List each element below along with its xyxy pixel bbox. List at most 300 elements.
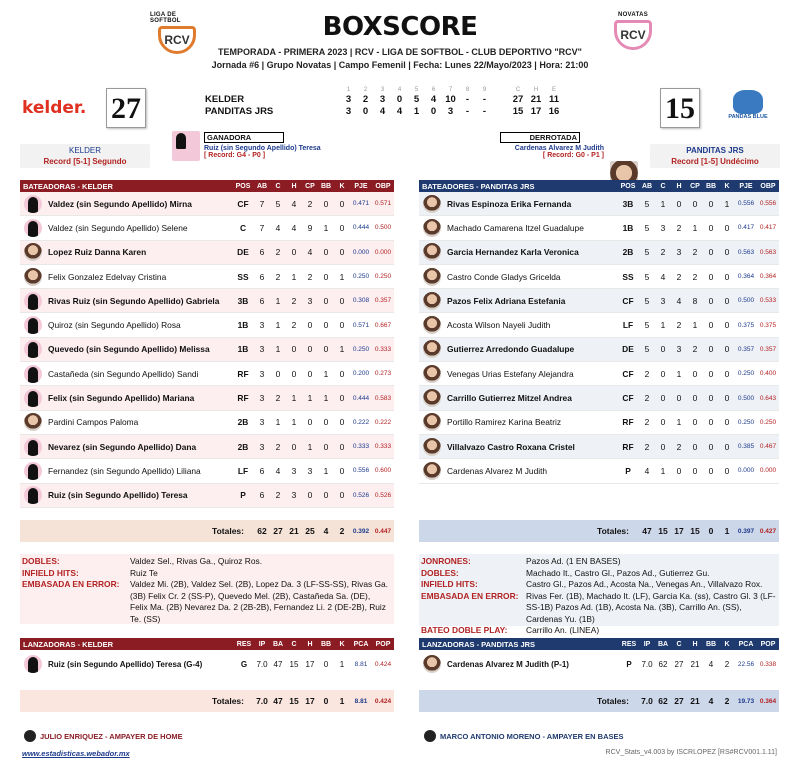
stat-cell: 7 (259, 222, 265, 233)
note-label: INFIELD HITS: (421, 579, 478, 589)
stat-cell: 0.571 (374, 200, 392, 208)
table-row (20, 338, 394, 362)
stat-cell: 0.417 (759, 224, 777, 232)
stat-cell: 0 (708, 441, 714, 452)
stat-cell: 2 (291, 295, 297, 306)
linescore-row-away: KELDER 3 2 3 0 5 4 10 - - 27 21 11 (205, 93, 560, 105)
player-name: Quevedo (sin Segundo Apellido) Melissa (48, 344, 210, 355)
stat-cell: 9 (307, 222, 313, 233)
stat-cell: P (240, 490, 246, 501)
base-umpire: MARCO ANTONIO MORENO - AMPAYER EN BASES (424, 730, 624, 742)
player-name: Machado Camarena Itzel Guadalupe (447, 222, 584, 233)
stat-cell: 0 (676, 198, 682, 209)
player-name: Castro Conde Gladys Gricelda (447, 271, 561, 282)
stat-cell: 0 (660, 417, 666, 428)
stat-cell: 3 (660, 222, 666, 233)
table-row (20, 459, 394, 483)
away-pitching-totals: Totales: 7.0 47 15 17 0 1 8.81 0.424 (20, 690, 394, 712)
stat-cell: 0.000 (737, 467, 755, 475)
away-team-box: KELDER Record [5-1] Segundo (20, 144, 150, 168)
linescore-row-home: PANDITAS JRS 3 0 4 4 1 0 3 - - 15 17 16 (205, 105, 560, 117)
stat-cell: 0 (724, 441, 730, 452)
player-name: Carrillo Gutierrez Mitzel Andrea (447, 393, 572, 404)
stat-cell: 0 (339, 368, 345, 379)
stat-cell: 3 (259, 344, 265, 355)
note-value: Valdez Mi. (2B), Valdez Sel. (2B), Lopez Da. 3 (LF-SS-SS), Rivas Ga. (3B) Felix Cr. 2 (SS-P), Quevedo Mel. (2B), Castañeda Sa. (DE), Felix Ma. (2B) Nevarez Da. 2 (2B-2B), Fernandez Li. 2 (DE-2B), Ruiz Te. (SS) (130, 579, 389, 624)
note-value: Machado It., Castro Gl., Pazos Ad., Gutierrez Gu. (526, 567, 710, 578)
stat-cell: 0.417 (737, 224, 755, 232)
stat-cell: 0.385 (737, 443, 755, 451)
stat-cell: 0 (692, 417, 698, 428)
table-row (20, 411, 394, 435)
stat-cell: 0 (339, 465, 345, 476)
stat-cell: 0.200 (352, 370, 370, 378)
stat-cell: 1 (676, 368, 682, 379)
player-name: Felix Gonzalez Edelvay Cristina (48, 271, 167, 282)
stat-cell: 2 (676, 222, 682, 233)
player-name: Villalvazo Castro Roxana Cristel (447, 441, 575, 452)
stat-cell: 3 (676, 344, 682, 355)
table-row (419, 411, 779, 435)
stat-cell: 3 (291, 465, 297, 476)
stat-cell: 0 (339, 490, 345, 501)
stat-cell: P (625, 465, 631, 476)
stat-cell: 0 (708, 271, 714, 282)
stat-cell: 1 (660, 465, 666, 476)
note-label: BATEO DOBLE PLAY: (421, 625, 508, 635)
stat-cell: 1 (323, 393, 329, 404)
stat-cell: 0 (708, 222, 714, 233)
stat-cell: 4 (644, 465, 650, 476)
stat-cell: C (239, 222, 247, 233)
note-line (421, 568, 777, 580)
stat-cell: 0 (339, 295, 345, 306)
stat-cell: 0 (323, 271, 329, 282)
home-pitching-totals: Totales: 7.0 62 27 21 4 2 19.73 0.364 (419, 690, 779, 712)
table-row (419, 338, 779, 362)
stat-cell: 2 (275, 247, 281, 258)
avatar (24, 655, 42, 673)
stat-cell: 0 (323, 295, 329, 306)
player-name: Rivas Ruiz (sin Segundo Apellido) Gabriela (48, 295, 220, 306)
avatar (423, 389, 441, 407)
stat-cell: 2 (676, 271, 682, 282)
avatar (24, 268, 42, 286)
linescore: 1 2 3 4 5 6 7 8 9 C H E KELDER 3 2 3 0 5 4 10 - - 27 21 11 PANDITAS JRS 3 0 4 4 1 0 3 - - 15 17 16 (204, 86, 563, 117)
avatar (24, 389, 42, 407)
stat-cell: 0 (724, 417, 730, 428)
away-batting-header: BATEADORAS - KELDER POS AB C H CP BB K PJE OBP (20, 180, 394, 192)
table-row (419, 241, 779, 265)
version-text: RCV_Stats_v4.003 by ISCRLOPEZ [RS#RCV001.1.11] (605, 749, 777, 756)
stat-cell: 0 (692, 441, 698, 452)
avatar (423, 219, 441, 237)
stat-cell: 0.250 (737, 418, 755, 426)
page-title: BOXSCORE (322, 12, 478, 42)
avatar (423, 413, 441, 431)
stat-cell: 5 (644, 295, 650, 306)
stat-cell: 0.667 (374, 321, 392, 329)
stat-cell: 5 (644, 247, 650, 258)
stat-cell: 0 (708, 417, 714, 428)
stat-cell: 0.308 (352, 297, 370, 305)
stat-cell: 0.444 (352, 394, 370, 402)
away-pitching-table: LANZADORAS - KELDER RES IP BA C H BB K PCA POP Ruiz (sin Segundo Apellido) Teresa (G-4) G 7.0 47 15 17 0 1 8.81 0.424 (20, 638, 394, 678)
player-name: Ruiz (sin Segundo Apellido) Teresa (48, 490, 188, 501)
avatar (423, 438, 441, 456)
stat-cell: 0 (692, 393, 698, 404)
stat-cell: 1 (660, 320, 666, 331)
table-row (20, 484, 394, 508)
stat-cell: 1 (275, 320, 281, 331)
stat-cell: 0 (323, 198, 329, 209)
avatar (24, 486, 42, 504)
website-link[interactable]: www.estadisticas.webador.mx (22, 749, 130, 758)
player-name: Pardini Campos Paloma (48, 417, 139, 428)
stat-cell: 0 (724, 320, 730, 331)
avatar (24, 365, 42, 383)
avatar (24, 195, 42, 213)
stat-cell: 2 (676, 441, 682, 452)
player-name: Nevarez (sin Segundo Apellido) Dana (48, 441, 197, 452)
stat-cell: 1 (307, 441, 313, 452)
avatar (24, 438, 42, 456)
stat-cell: 5 (644, 271, 650, 282)
stat-cell: 2 (692, 344, 698, 355)
stat-cell: 6 (259, 295, 265, 306)
stat-cell: 0 (307, 417, 313, 428)
away-pitcher-row: Ruiz (sin Segundo Apellido) Teresa (G-4) G 7.0 47 15 17 0 1 8.81 0.424 (20, 650, 394, 678)
stat-cell: 1 (291, 393, 297, 404)
stat-cell: 0.250 (374, 273, 392, 281)
table-row (419, 216, 779, 240)
stat-cell: 0 (708, 465, 714, 476)
stat-cell: 0.333 (352, 443, 370, 451)
player-name: Valdez (sin Segundo Apellido) Mirna (48, 198, 192, 209)
away-team-logo: kelder. (22, 98, 87, 118)
stat-cell: 2 (644, 393, 650, 404)
stat-cell: 6 (259, 271, 265, 282)
league-logo-right: NOVATAS RCV (606, 12, 660, 54)
away-batting-table (20, 180, 394, 508)
stat-cell: 0.000 (352, 248, 370, 256)
stat-cell: 0 (724, 465, 730, 476)
player-name: Valdez (sin Segundo Apellido) Selene (48, 222, 188, 233)
stat-cell: 0.526 (352, 491, 370, 499)
stat-cell: 0.250 (759, 418, 777, 426)
stat-cell: 0 (339, 247, 345, 258)
stat-cell: 5 (275, 198, 281, 209)
away-runs: 27 (106, 88, 146, 128)
stat-cell: 0 (307, 344, 313, 355)
stat-cell: 2 (307, 198, 313, 209)
season-info: TEMPORADA - PRIMERA 2023 | RCV - LIGA DE SOFTBOL - CLUB DEPORTIVO "RCV" (218, 47, 582, 57)
stat-cell: 0.563 (737, 248, 755, 256)
note-value: Pazos Ad. (1 EN BASES) (526, 556, 621, 566)
note-label: JONRONES: (421, 556, 471, 566)
note-label: DOBLES: (22, 556, 60, 566)
stat-cell: 3B (237, 295, 249, 306)
home-pitcher-row: Cardenas Alvarez M Judith (P-1) P 7.0 62 27 21 4 2 22.56 0.338 (419, 650, 779, 678)
stat-cell: 3 (259, 320, 265, 331)
stat-cell: 0 (339, 198, 345, 209)
stat-cell: RF (622, 441, 634, 452)
stat-cell: 1 (339, 344, 345, 355)
stat-cell: 2 (644, 417, 650, 428)
stat-cell: CF (622, 393, 634, 404)
stat-cell: 0 (339, 320, 345, 331)
stat-cell: 3 (307, 295, 313, 306)
stat-cell: 1 (275, 417, 281, 428)
stat-cell: 1 (275, 295, 281, 306)
player-name: Castañeda (sin Segundo Apellido) Sandi (48, 368, 199, 379)
stat-cell: 0 (323, 320, 329, 331)
note-value: Ruiz Te (130, 567, 158, 578)
avatar (423, 655, 441, 673)
note-line (22, 579, 392, 625)
stat-cell: 1 (724, 198, 730, 209)
stat-cell: 0 (724, 295, 730, 306)
stat-cell: 0 (660, 368, 666, 379)
stat-cell: 0 (307, 490, 313, 501)
stat-cell: 5 (644, 222, 650, 233)
stat-cell: CF (622, 295, 634, 306)
avatar (24, 316, 42, 334)
home-team-logo: PANDAS BLUE (720, 90, 776, 120)
stat-cell: 0.364 (737, 273, 755, 281)
stat-cell: 0 (724, 368, 730, 379)
player-name: Gutierrez Arredondo Guadalupe (447, 344, 575, 355)
stat-cell: 0.556 (737, 200, 755, 208)
stat-cell: 4 (291, 198, 297, 209)
stat-cell: 0 (708, 295, 714, 306)
table-row (419, 192, 779, 216)
away-notes (20, 554, 394, 624)
note-line (22, 556, 392, 568)
stat-cell: 0.000 (759, 467, 777, 475)
player-name: Portillo Ramirez Karina Beatriz (447, 417, 562, 428)
stat-cell: 0.273 (374, 370, 392, 378)
stat-cell: 3 (259, 368, 265, 379)
stat-cell: DE (622, 344, 634, 355)
stat-cell: 8 (692, 295, 698, 306)
game-info: Jornada #6 | Grupo Novatas | Campo Femenil | Fecha: Lunes 22/Mayo/2023 | Hora: 21:00 (211, 60, 589, 70)
stat-cell: 2 (660, 247, 666, 258)
stat-cell: 4 (660, 271, 666, 282)
stat-cell: 1B (237, 344, 249, 355)
table-row (20, 241, 394, 265)
note-line (421, 556, 777, 568)
stat-cell: 2 (692, 271, 698, 282)
stat-cell: LF (622, 320, 634, 331)
stat-cell: 2 (275, 441, 281, 452)
player-name: Venegas Urias Estefany Alejandra (447, 368, 574, 379)
stat-cell: LF (237, 465, 249, 476)
table-row (419, 313, 779, 337)
away-batting-totals: Totales: 62 27 21 25 4 2 0.392 0.447 (20, 520, 394, 542)
stat-cell: 0 (676, 465, 682, 476)
stat-cell: 4 (676, 295, 682, 306)
stat-cell: 0 (692, 465, 698, 476)
stat-cell: 1 (339, 271, 345, 282)
stat-cell: 0 (291, 344, 297, 355)
table-row (20, 313, 394, 337)
stat-cell: 0.467 (759, 443, 777, 451)
note-label: EMBASADA EN ERROR: (421, 590, 519, 601)
table-row (20, 435, 394, 459)
avatar (423, 462, 441, 480)
stat-cell: 0 (291, 441, 297, 452)
stat-cell: SS (622, 271, 634, 282)
panda-icon (733, 90, 763, 114)
stat-cell: 1 (323, 368, 329, 379)
stat-cell: 1 (307, 393, 313, 404)
stat-cell: 0 (692, 368, 698, 379)
avatar (24, 292, 42, 310)
stat-cell: 1 (692, 222, 698, 233)
stat-cell: 6 (259, 465, 265, 476)
stat-cell: 0.600 (374, 467, 392, 475)
home-batting-totals: Totales: 47 15 17 15 0 1 0.397 0.427 (419, 520, 779, 542)
note-value: Castro Gl., Pazos Ad., Acosta Na., Venegas An., Villalvazo Rox. (526, 579, 763, 589)
stat-cell: 2 (275, 393, 281, 404)
stat-cell: 2 (692, 247, 698, 258)
stat-cell: 0.250 (352, 273, 370, 281)
avatar (24, 219, 42, 237)
note-line (421, 625, 777, 637)
player-name: Cardenas Alvarez M Judith (447, 465, 548, 476)
stat-cell: 0.357 (737, 345, 755, 353)
stat-cell: 0 (724, 393, 730, 404)
table-row (419, 386, 779, 410)
player-name: Pazos Felix Adriana Estefania (447, 295, 566, 306)
stat-cell: 0 (708, 393, 714, 404)
avatar (423, 365, 441, 383)
stat-cell: CF (622, 368, 634, 379)
avatar (423, 195, 441, 213)
stat-cell: 0.556 (352, 467, 370, 475)
umpire-icon (24, 730, 36, 742)
stat-cell: CF (237, 198, 249, 209)
stat-cell: 3 (259, 441, 265, 452)
stat-cell: 3 (660, 295, 666, 306)
stat-cell: 0 (692, 198, 698, 209)
stat-cell: 6 (259, 490, 265, 501)
stat-cell: 0.444 (352, 224, 370, 232)
stat-cell: 2 (644, 441, 650, 452)
stat-cell: 1 (291, 271, 297, 282)
avatar (423, 292, 441, 310)
note-label: DOBLES: (421, 567, 459, 578)
player-name: Garcia Hernandez Karla Veronica (447, 247, 579, 258)
note-label: INFIELD HITS: (22, 567, 79, 578)
stat-cell: 0.375 (759, 321, 777, 329)
player-name: Quiroz (sin Segundo Apellido) Rosa (48, 320, 181, 331)
stat-cell: 5 (644, 320, 650, 331)
player-name: Acosta Wilson Nayeli Judith (447, 320, 551, 331)
stat-cell: 2 (275, 271, 281, 282)
stat-cell: 0.357 (374, 297, 392, 305)
stat-cell: 0.526 (374, 491, 392, 499)
stat-cell: 0 (339, 417, 345, 428)
avatar (24, 243, 42, 261)
player-name: Rivas Espinoza Erika Fernanda (447, 198, 572, 209)
avatar (423, 268, 441, 286)
home-pitching-table: LANZADORAS - PANDITAS JRS RES IP BA C H BB K PCA POP Cardenas Alvarez M Judith (P-1) P 7.0 62 27 21 4 2 22.56 0.338 (419, 638, 779, 678)
stat-cell: 1 (660, 198, 666, 209)
stat-cell: 2B (622, 247, 634, 258)
stat-cell: 0.583 (374, 394, 392, 402)
stat-cell: 0.571 (352, 321, 370, 329)
stat-cell: 0 (724, 247, 730, 258)
note-value: Rivas Fer. (1B), Machado It. (LF), Garcia Ka. (ss), Castro Gl. 3 (LF-SS-1B) Pazos Ad. (1B), Acosta Na. (3B), Carrillo An. (SS), Cardenas Yu. (1B) (526, 590, 776, 624)
stat-cell: 0 (660, 393, 666, 404)
avatar (24, 340, 42, 358)
home-runs: 15 (660, 88, 700, 128)
stat-cell: 4 (307, 247, 313, 258)
stat-cell: 0.000 (374, 248, 392, 256)
table-row (20, 386, 394, 410)
stat-cell: 1 (275, 344, 281, 355)
stat-cell: 0.563 (759, 248, 777, 256)
table-row (419, 459, 779, 483)
stat-cell: 0.500 (737, 297, 755, 305)
home-batting-header: BATEADORES - PANDITAS JRS POS AB C H CP BB K PJE OBP (419, 180, 779, 192)
stat-cell: 0 (708, 368, 714, 379)
player-name: Lopez Ruiz Danna Karen (48, 247, 147, 258)
stat-cell: 0.556 (759, 200, 777, 208)
stat-cell: 0.500 (374, 224, 392, 232)
stat-cell: SS (237, 271, 249, 282)
stat-cell: 0.364 (759, 273, 777, 281)
stat-cell: 0.222 (374, 418, 392, 426)
stat-cell: 0.333 (374, 345, 392, 353)
stat-cell: 4 (291, 222, 297, 233)
stat-cell: 1 (692, 320, 698, 331)
stat-cell: 2 (307, 271, 313, 282)
stat-cell: 0 (339, 393, 345, 404)
stat-cell: 4 (275, 465, 281, 476)
avatar (24, 413, 42, 431)
stat-cell: 0 (724, 344, 730, 355)
table-row (419, 289, 779, 313)
stat-cell: 0 (724, 222, 730, 233)
avatar (24, 462, 42, 480)
player-name: Fernandez (sin Segundo Apellido) Liliana (48, 465, 201, 476)
stat-cell: 0.250 (352, 345, 370, 353)
stat-cell: 6 (259, 247, 265, 258)
stat-cell: 0 (323, 490, 329, 501)
table-row (20, 192, 394, 216)
stat-cell: 0 (291, 247, 297, 258)
stat-cell: DE (237, 247, 249, 258)
stat-cell: 1 (323, 222, 329, 233)
stat-cell: 0 (708, 344, 714, 355)
table-row (20, 265, 394, 289)
table-row (419, 362, 779, 386)
note-value: Carrillo An. (LINEA) (526, 625, 600, 635)
avatar (423, 243, 441, 261)
stat-cell: 5 (644, 198, 650, 209)
stat-cell: 0.533 (759, 297, 777, 305)
note-line (421, 591, 777, 626)
stat-cell: RF (622, 417, 634, 428)
stat-cell: 5 (644, 344, 650, 355)
note-label: EMBASADA EN ERROR: (22, 579, 120, 589)
stat-cell: 0 (339, 222, 345, 233)
league-logo-left: LIGA DE SOFTBOL RCV (150, 12, 204, 54)
home-notes (419, 554, 779, 635)
